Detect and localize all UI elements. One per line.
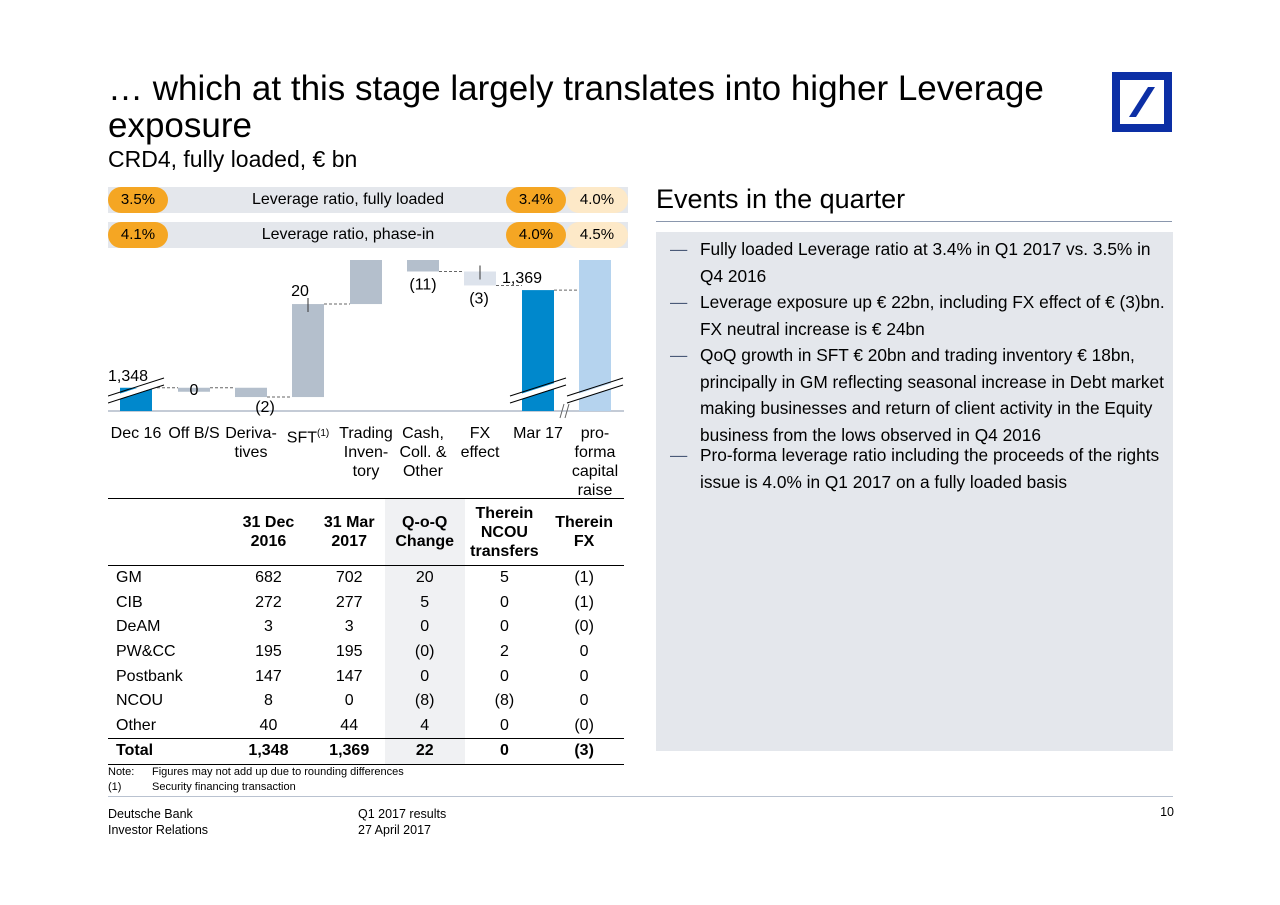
table-cell: 195 xyxy=(335,643,363,661)
table-cell: 1,369 xyxy=(314,739,385,765)
ratio-dec16-phase-in: 4.1% xyxy=(108,222,168,248)
ratio-proforma-phase-in: 4.5% xyxy=(566,222,628,248)
table-cell: (1) xyxy=(574,569,594,587)
table-cell: 0 xyxy=(499,716,509,734)
data-label: (2) xyxy=(255,399,275,416)
note-label: Note: xyxy=(108,766,135,778)
row-label: Other xyxy=(116,716,157,734)
table-cell: 4 xyxy=(385,714,465,739)
row-label: Postbank xyxy=(116,667,183,685)
waterfall-bar xyxy=(235,388,267,397)
event-bullet xyxy=(670,342,1170,448)
page-title: … which at this stage largely translates into higher Leverage exposure xyxy=(108,69,1044,145)
dash-icon: — xyxy=(670,445,688,465)
table-cell: 8 xyxy=(264,692,273,710)
event-bullet xyxy=(670,236,1170,289)
table-header: 31 Dec 2016 xyxy=(223,499,313,566)
table-row xyxy=(108,615,624,640)
table-cell: 147 xyxy=(255,667,282,685)
footer-report xyxy=(358,806,446,838)
table-cell: 0 xyxy=(499,593,509,611)
table-cell: 44 xyxy=(340,716,359,734)
note xyxy=(108,766,404,778)
table-cell: (3) xyxy=(544,739,624,765)
segment-table xyxy=(108,498,624,765)
dash-icon: — xyxy=(670,345,688,365)
table-row xyxy=(108,689,624,714)
table-cell: 0 xyxy=(344,692,354,710)
table-cell: 0 xyxy=(499,618,509,636)
data-label: (11) xyxy=(409,276,437,294)
category-label: SFT$^{(1)}$ xyxy=(286,428,330,447)
table-cell: 0 xyxy=(579,692,589,710)
footnote-label: (1) xyxy=(108,781,122,793)
table-header: Q-o-Q Change xyxy=(385,499,465,566)
category-label: pro- forma capital raise xyxy=(571,425,619,499)
table-cell: (8) xyxy=(494,692,515,710)
table-cell: 195 xyxy=(255,643,282,661)
table-cell: 3 xyxy=(344,618,354,636)
event-text: Fully loaded Leverage ratio at 3.4% in Q1 2017 vs. 3.5% in Q4 2016 xyxy=(700,239,1151,286)
note-text: Figures may not add up due to rounding differences xyxy=(152,766,404,778)
table-cell: 0 xyxy=(385,615,465,640)
footer-company-name: Deutsche Bank xyxy=(108,807,193,821)
table-cell: 22 xyxy=(385,739,465,765)
table-row xyxy=(108,566,624,591)
footer-report-name: Q1 2017 results xyxy=(358,807,447,821)
footnote xyxy=(108,781,296,793)
data-label: 0 xyxy=(189,382,199,399)
row-label: GM xyxy=(116,569,142,587)
footnote-text: Security financing transaction xyxy=(152,781,296,793)
table-row xyxy=(108,664,624,689)
data-label: 20 xyxy=(291,283,309,301)
deutsche-bank-logo xyxy=(1112,72,1172,132)
ratio-label-fully-loaded: Leverage ratio, fully loaded xyxy=(251,191,445,208)
footer-date: 27 April 2017 xyxy=(358,823,431,837)
event-text: QoQ growth in SFT € 20bn and trading inventory € 18bn, principally in GM reflecting seasonal increase in Debt market making businesses and return of client activity in the Equity business from the lows observed in Q4 2016 xyxy=(700,345,1164,445)
ratio-proforma-fully-loaded: 4.0% xyxy=(566,187,628,213)
category-label: Mar 17 xyxy=(513,425,563,442)
ratio-row-fully-loaded xyxy=(108,187,628,213)
table-header: 31 Mar 2017 xyxy=(314,499,385,566)
table-cell: 702 xyxy=(335,569,363,587)
table-cell: (0) xyxy=(385,640,465,665)
table-header: Therein NCOU transfers xyxy=(465,499,545,566)
table-cell: 20 xyxy=(385,566,465,591)
page-number: 10 xyxy=(1160,805,1174,819)
row-label: Total xyxy=(108,739,223,765)
table-cell: (0) xyxy=(574,716,594,734)
category-label: Off B/S xyxy=(168,425,220,442)
logo-slash-icon xyxy=(1120,80,1164,124)
row-label: NCOU xyxy=(116,692,164,710)
data-label: 1,369 xyxy=(501,270,543,288)
table-cell: 5 xyxy=(499,569,509,587)
leverage-waterfall-chart xyxy=(108,260,628,420)
footer-company xyxy=(108,806,208,838)
page-subtitle: CRD4, fully loaded, € bn xyxy=(108,146,358,172)
table-total-row xyxy=(108,739,624,765)
event-text: Pro-forma leverage ratio including the proceeds of the rights issue is 4.0% in Q1 2017 on a fully loaded basis xyxy=(700,445,1160,492)
category-label: Deriva- tives xyxy=(225,425,277,461)
table-cell: 0 xyxy=(465,739,545,765)
table-cell: 5 xyxy=(385,591,465,616)
events-title: Events in the quarter xyxy=(656,184,906,214)
waterfall-bar xyxy=(350,260,382,304)
table-header xyxy=(108,499,223,566)
waterfall-bar xyxy=(292,304,324,397)
table-cell: 682 xyxy=(255,569,282,587)
table-cell: 3 xyxy=(264,618,273,636)
row-label: CIB xyxy=(116,593,143,611)
dash-icon: — xyxy=(670,239,688,259)
category-label: Dec 16 xyxy=(110,425,162,442)
event-text: Leverage exposure up € 22bn, including FX effect of € (3)bn. FX neutral increase is € 24bn xyxy=(700,292,1165,339)
table-cell: 40 xyxy=(259,716,278,734)
category-label: Cash, Coll. & Other xyxy=(399,425,447,480)
table-cell: (0) xyxy=(574,618,594,636)
data-label: 1,348 xyxy=(108,367,149,385)
category-label: Trading Inven- tory xyxy=(339,425,393,480)
table-header: Therein FX xyxy=(544,499,624,566)
table-cell: 0 xyxy=(499,667,509,685)
ratio-mar17-phase-in: 4.0% xyxy=(506,222,566,248)
events-divider xyxy=(656,221,1172,222)
table-cell: 0 xyxy=(579,643,589,661)
event-bullet xyxy=(670,289,1170,342)
table-cell: 1,348 xyxy=(223,739,313,765)
table-cell: 272 xyxy=(255,593,282,611)
ratio-dec16-fully-loaded: 3.5% xyxy=(108,187,168,213)
table-row xyxy=(108,591,624,616)
waterfall-bar xyxy=(407,260,439,272)
table-cell: (8) xyxy=(385,689,465,714)
table-row xyxy=(108,714,624,739)
ratio-label-phase-in: Leverage ratio, phase-in xyxy=(261,226,435,243)
table-cell: (1) xyxy=(574,593,594,611)
footer-divider xyxy=(108,796,1173,797)
events-panel xyxy=(656,232,1173,751)
event-bullet xyxy=(670,442,1170,495)
row-label: DeAM xyxy=(116,618,161,636)
row-label: PW&CC xyxy=(116,643,176,661)
table-cell: 0 xyxy=(385,664,465,689)
footer-department: Investor Relations xyxy=(108,823,209,837)
table-cell: 0 xyxy=(579,667,589,685)
ratio-mar17-fully-loaded: 3.4% xyxy=(506,187,566,213)
category-label: FX effect xyxy=(460,425,500,461)
table-cell: 277 xyxy=(335,593,363,611)
table-cell: 2 xyxy=(499,643,509,661)
data-label: (3) xyxy=(469,290,489,308)
ratio-row-phase-in xyxy=(108,222,628,248)
table-header-row xyxy=(108,499,624,566)
table-row xyxy=(108,640,624,665)
dash-icon: — xyxy=(670,292,688,312)
table-cell: 147 xyxy=(335,667,363,685)
